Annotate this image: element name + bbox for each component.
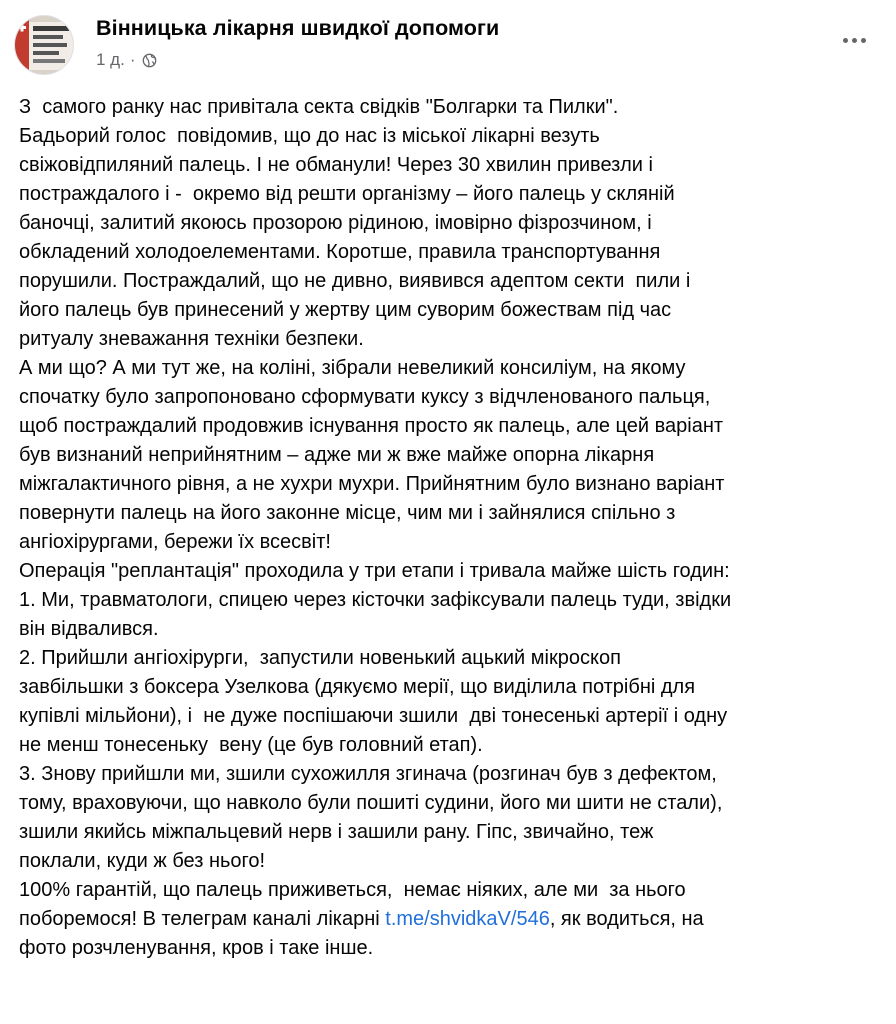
- post-text-line: Бадьорий голос повідомив, що до нас із міської лікарні везуть: [19, 125, 600, 147]
- page-avatar[interactable]: [14, 15, 74, 75]
- post-text-line: ритуалу зневажання техніки безпеки.: [19, 328, 364, 350]
- more-horizontal-icon[interactable]: [832, 22, 876, 58]
- post-header: [0, 0, 896, 90]
- hospital-sign-photo: [15, 16, 73, 74]
- more-dot: [852, 38, 857, 43]
- post-text-line: 3. Знову прийшли ми, зшили сухожилля згинача (розгинач був з дефектом,: [19, 763, 717, 785]
- post-text-line: завбільшки з боксера Узелкова (дякуємо мерії, що виділила потрібні для: [19, 676, 696, 698]
- post-text-line: він відвалився.: [19, 618, 159, 640]
- post-text-line: поклали, куди ж без нього!: [19, 850, 266, 872]
- globe-icon[interactable]: [142, 53, 157, 68]
- post-text-line: порушили. Постраждалий, що не дивно, виявився адептом секти пили і: [19, 270, 691, 292]
- post-text-line: його палець був принесений у жертву цим суворим божествам під час: [19, 299, 672, 321]
- post-text-line: повернути палець на його законне місце, чим ми і зайнялися спільно з: [19, 502, 676, 524]
- link-suffix-text: , як водиться, на: [549, 908, 704, 930]
- more-dot: [843, 38, 848, 43]
- post-text-line: постраждалого і - окремо від решти організму – його палець у скляній: [19, 183, 675, 205]
- post-text-line: не менш тонесеньку вену (це був головний етап).: [19, 734, 483, 756]
- post-timestamp[interactable]: 1 д.: [96, 50, 125, 69]
- post-text-line-with-link: [19, 905, 889, 934]
- link-prefix-text: поборемося! В телеграм каналі лікарні: [19, 908, 386, 930]
- post-text-line: зшили якийсь міжпальцевий нерв і зашили рану. Гіпс, звичайно, теж: [19, 821, 654, 843]
- post-text-line: обкладений холодоелементами. Коротше, правила транспортування: [19, 241, 661, 263]
- post-text-line: А ми що? А ми тут же, на коліні, зібрали невеликий консиліум, на якому: [19, 357, 686, 379]
- post-text: [19, 93, 889, 963]
- more-dot: [861, 38, 866, 43]
- post-text-line: тому, враховуючи, що навколо були пошиті судини, його ми шити не стали),: [19, 792, 723, 814]
- post-text-line: міжгалактичного рівня, а не хухри мухри. Прийнятним було визнано варіант: [19, 473, 725, 495]
- post-text-line: купівлі мільйони), і не дуже поспішаючи зшили дві тонесенькі артерії і одну: [19, 705, 728, 727]
- post-text-line: був визнаний неприйнятним – адже ми ж вже майже опорна лікарня: [19, 444, 655, 466]
- post-text-line: баночці, залитий якоюсь прозорою рідиною, імовірно фізрозчином, і: [19, 212, 652, 234]
- post-text-line: фото розчленування, кров і таке інше.: [19, 937, 374, 959]
- post-text-line: 1. Ми, травматологи, спицею через кісточки зафіксували палець туди, звідки: [19, 589, 732, 611]
- post-meta: [96, 49, 157, 71]
- post-text-line: 2. Прийшли ангіохірурги, запустили новенький ацький мікроскоп: [19, 647, 621, 669]
- post-text-line: ангіохірургами, бережи їх всесвіт!: [19, 531, 331, 553]
- post-text-line: щоб постраждалий продовжив існування просто як палець, але цей варіант: [19, 415, 724, 437]
- post-text-line: свіжовідпиляний палець. І не обманули! Через 30 хвилин привезли і: [19, 154, 653, 176]
- post-text-line: Операція "реплантація" проходила у три етапи і тривала майже шість годин:: [19, 560, 730, 582]
- page-name[interactable]: Вінницька лікарня швидкої допомоги: [96, 16, 500, 40]
- post-text-line: спочатку було запропоновано сформувати куксу з відчленованого пальця,: [19, 386, 711, 408]
- meta-separator: ·: [129, 50, 136, 69]
- post-text-line: 100% гарантій, що палець приживеться, немає ніяких, але ми за нього: [19, 879, 686, 901]
- telegram-link[interactable]: t.me/shvidkaV/546: [385, 908, 550, 930]
- post-text-line: З самого ранку нас привітала секта свідків "Болгарки та Пилки".: [19, 96, 619, 118]
